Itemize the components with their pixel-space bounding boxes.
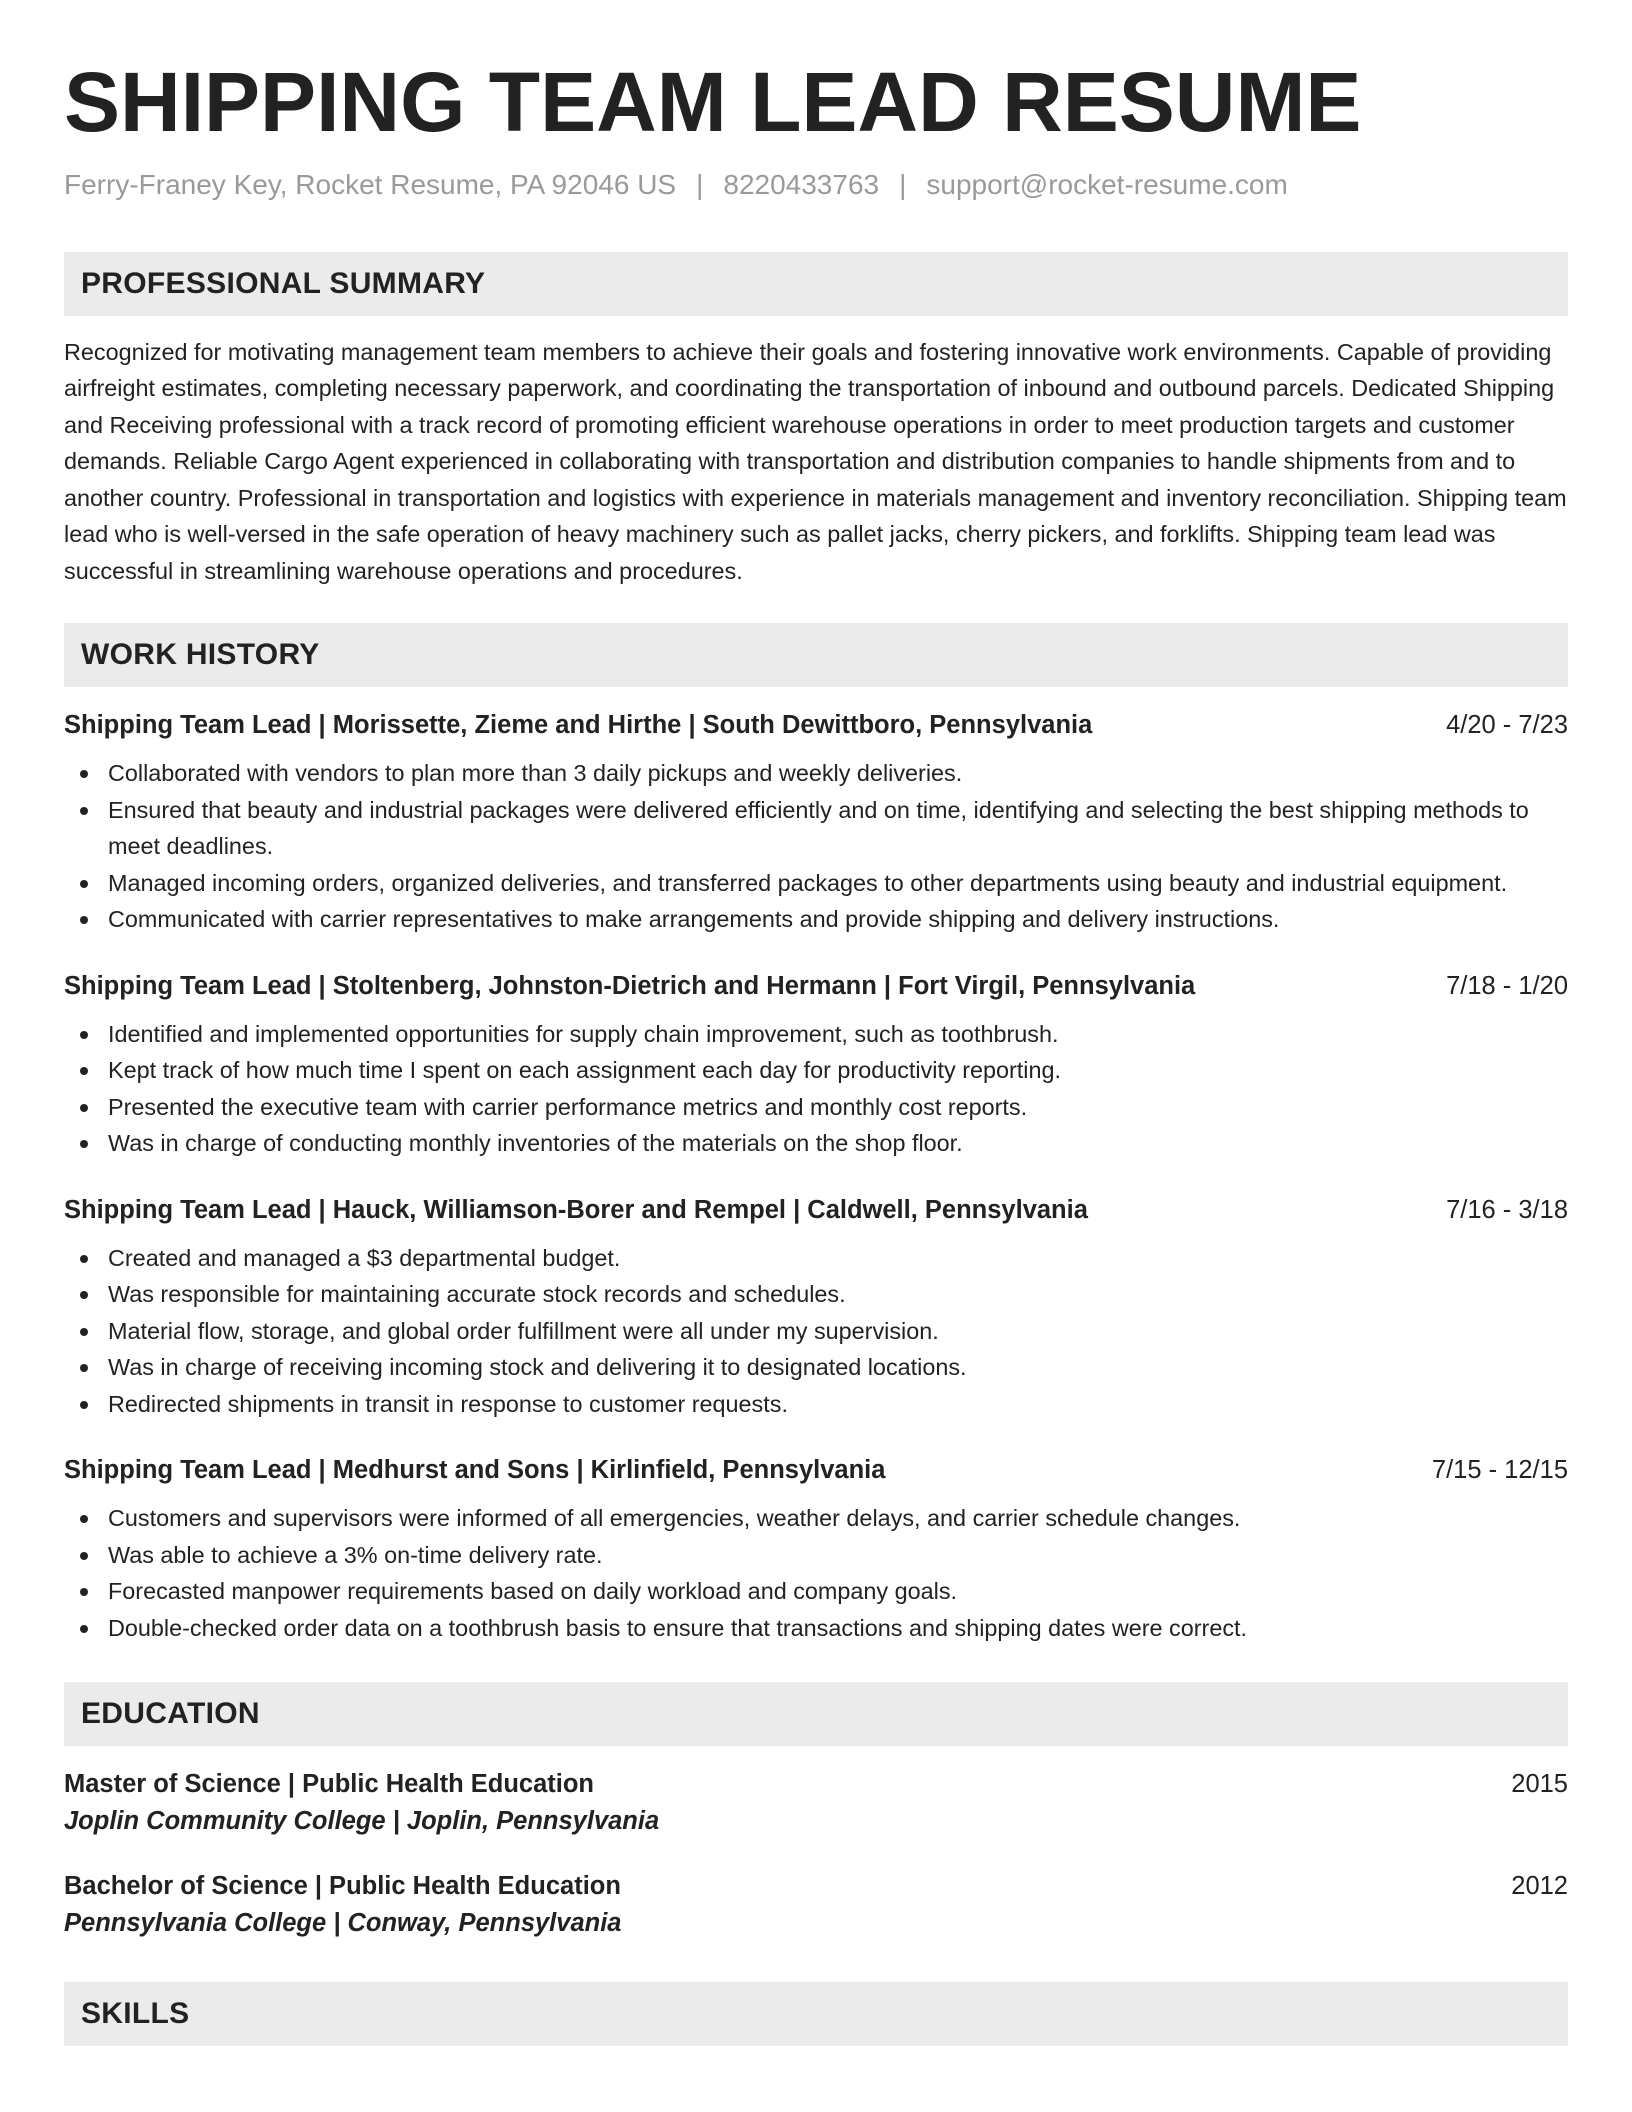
education-degree: Bachelor of Science | Public Health Education (64, 1872, 621, 1901)
section-title: SKILLS (81, 1997, 190, 2031)
contact-separator: | (899, 169, 907, 201)
job-bullet: Redirected shipments in transit in response to customer requests. (64, 1386, 1568, 1423)
education-entry (64, 1766, 1568, 1840)
job-bullet: Was in charge of receiving incoming stock and delivering it to designated locations. (64, 1349, 1568, 1386)
section-title: EDUCATION (81, 1697, 260, 1731)
job-bullet: Identified and implemented opportunities for supply chain improvement, such as toothbrush. (64, 1016, 1568, 1053)
job-entry (64, 1452, 1568, 1646)
job-bullets (64, 1016, 1568, 1162)
job-dates: 7/18 - 1/20 (1446, 971, 1568, 1000)
job-header (64, 968, 1568, 1004)
job-dates: 4/20 - 7/23 (1446, 711, 1568, 740)
education-degree: Master of Science | Public Health Education (64, 1770, 595, 1799)
section-header-education (64, 1682, 1568, 1746)
education-school: Joplin Community College | Joplin, Pennsylvania (64, 1807, 660, 1836)
section-header-skills (64, 1982, 1568, 2046)
contact-address: Ferry-Franey Key, Rocket Resume, PA 92046 US (64, 169, 677, 201)
job-title: Shipping Team Lead | Morissette, Zieme and Hirthe | South Dewittboro, Pennsylvania (64, 711, 1093, 740)
job-bullet: Communicated with carrier representatives to make arrangements and provide shipping and delivery instructions. (64, 901, 1568, 938)
job-bullet: Ensured that beauty and industrial packages were delivered efficiently and on time, identifying and selecting the best shipping methods to meet deadlines. (64, 792, 1568, 865)
contact-line (64, 168, 1568, 202)
job-bullets (64, 1240, 1568, 1423)
job-bullet: Forecasted manpower requirements based on daily workload and company goals. (64, 1573, 1568, 1610)
job-bullet: Created and managed a $3 departmental budget. (64, 1240, 1568, 1277)
education-header (64, 1868, 1568, 1904)
contact-separator: | (696, 169, 704, 201)
job-dates: 7/16 - 3/18 (1446, 1195, 1568, 1224)
section-title: PROFESSIONAL SUMMARY (81, 266, 486, 300)
section-header-work-history (64, 623, 1568, 687)
job-bullet: Managed incoming orders, organized deliveries, and transferred packages to other departments using beauty and industrial equipment. (64, 865, 1568, 902)
education-year: 2015 (1511, 1770, 1568, 1799)
job-bullets (64, 1500, 1568, 1646)
job-title: Shipping Team Lead | Stoltenberg, Johnston-Dietrich and Hermann | Fort Virgil, Pennsylvania (64, 971, 1196, 1000)
summary-text: Recognized for motivating management team members to achieve their goals and fostering innovative work environments. Capable of providing airfreight estimates, completing necessary paperwork, and coordinating the transportation of inbound and outbound parcels. Dedicated Shipping and Receiving professional with a track record of promoting efficient warehouse operations in order to meet production targets and customer demands. Reliable Cargo Agent experienced in collaborating with transportation and distribution companies to handle shipments from and to another country. Professional in transportation and logistics with experience in materials management and inventory reconciliation. Shipping team lead who is well-versed in the safe operation of heavy machinery such as pallet jacks, cherry pickers, and forklifts. Shipping team lead was successful in streamlining warehouse operations and procedures. (64, 338, 1567, 584)
job-title: Shipping Team Lead | Hauck, Williamson-Borer and Rempel | Caldwell, Pennsylvania (64, 1195, 1088, 1224)
education-school: Pennsylvania College | Conway, Pennsylvania (64, 1909, 622, 1938)
job-header (64, 1452, 1568, 1488)
contact-phone: 8220433763 (723, 169, 880, 201)
job-bullet: Kept track of how much time I spent on each assignment each day for productivity reporting. (64, 1052, 1568, 1089)
job-entry (64, 1192, 1568, 1423)
job-bullet: Was responsible for maintaining accurate stock records and schedules. (64, 1276, 1568, 1313)
resume-title: SHIPPING TEAM LEAD RESUME (64, 55, 1362, 149)
education-entry (64, 1868, 1568, 1942)
job-title: Shipping Team Lead | Medhurst and Sons | Kirlinfield, Pennsylvania (64, 1456, 886, 1485)
job-entry (64, 707, 1568, 938)
job-bullet: Material flow, storage, and global order fulfillment were all under my supervision. (64, 1313, 1568, 1350)
job-bullet: Presented the executive team with carrier performance metrics and monthly cost reports. (64, 1089, 1568, 1126)
job-bullet: Customers and supervisors were informed of all emergencies, weather delays, and carrier schedule changes. (64, 1500, 1568, 1537)
job-dates: 7/15 - 12/15 (1431, 1456, 1568, 1485)
job-bullet: Double-checked order data on a toothbrush basis to ensure that transactions and shipping dates were correct. (64, 1610, 1568, 1647)
education-year: 2012 (1511, 1872, 1568, 1901)
job-header (64, 707, 1568, 743)
job-bullets (64, 755, 1568, 938)
section-header-summary (64, 252, 1568, 316)
contact-email: support@rocket-resume.com (926, 169, 1288, 201)
job-bullet: Was in charge of conducting monthly inventories of the materials on the shop floor. (64, 1125, 1568, 1162)
education-header (64, 1766, 1568, 1802)
section-title: WORK HISTORY (81, 638, 320, 672)
job-bullet: Collaborated with vendors to plan more than 3 daily pickups and weekly deliveries. (64, 755, 1568, 792)
job-header (64, 1192, 1568, 1228)
job-bullet: Was able to achieve a 3% on-time delivery rate. (64, 1537, 1568, 1574)
job-entry (64, 968, 1568, 1162)
